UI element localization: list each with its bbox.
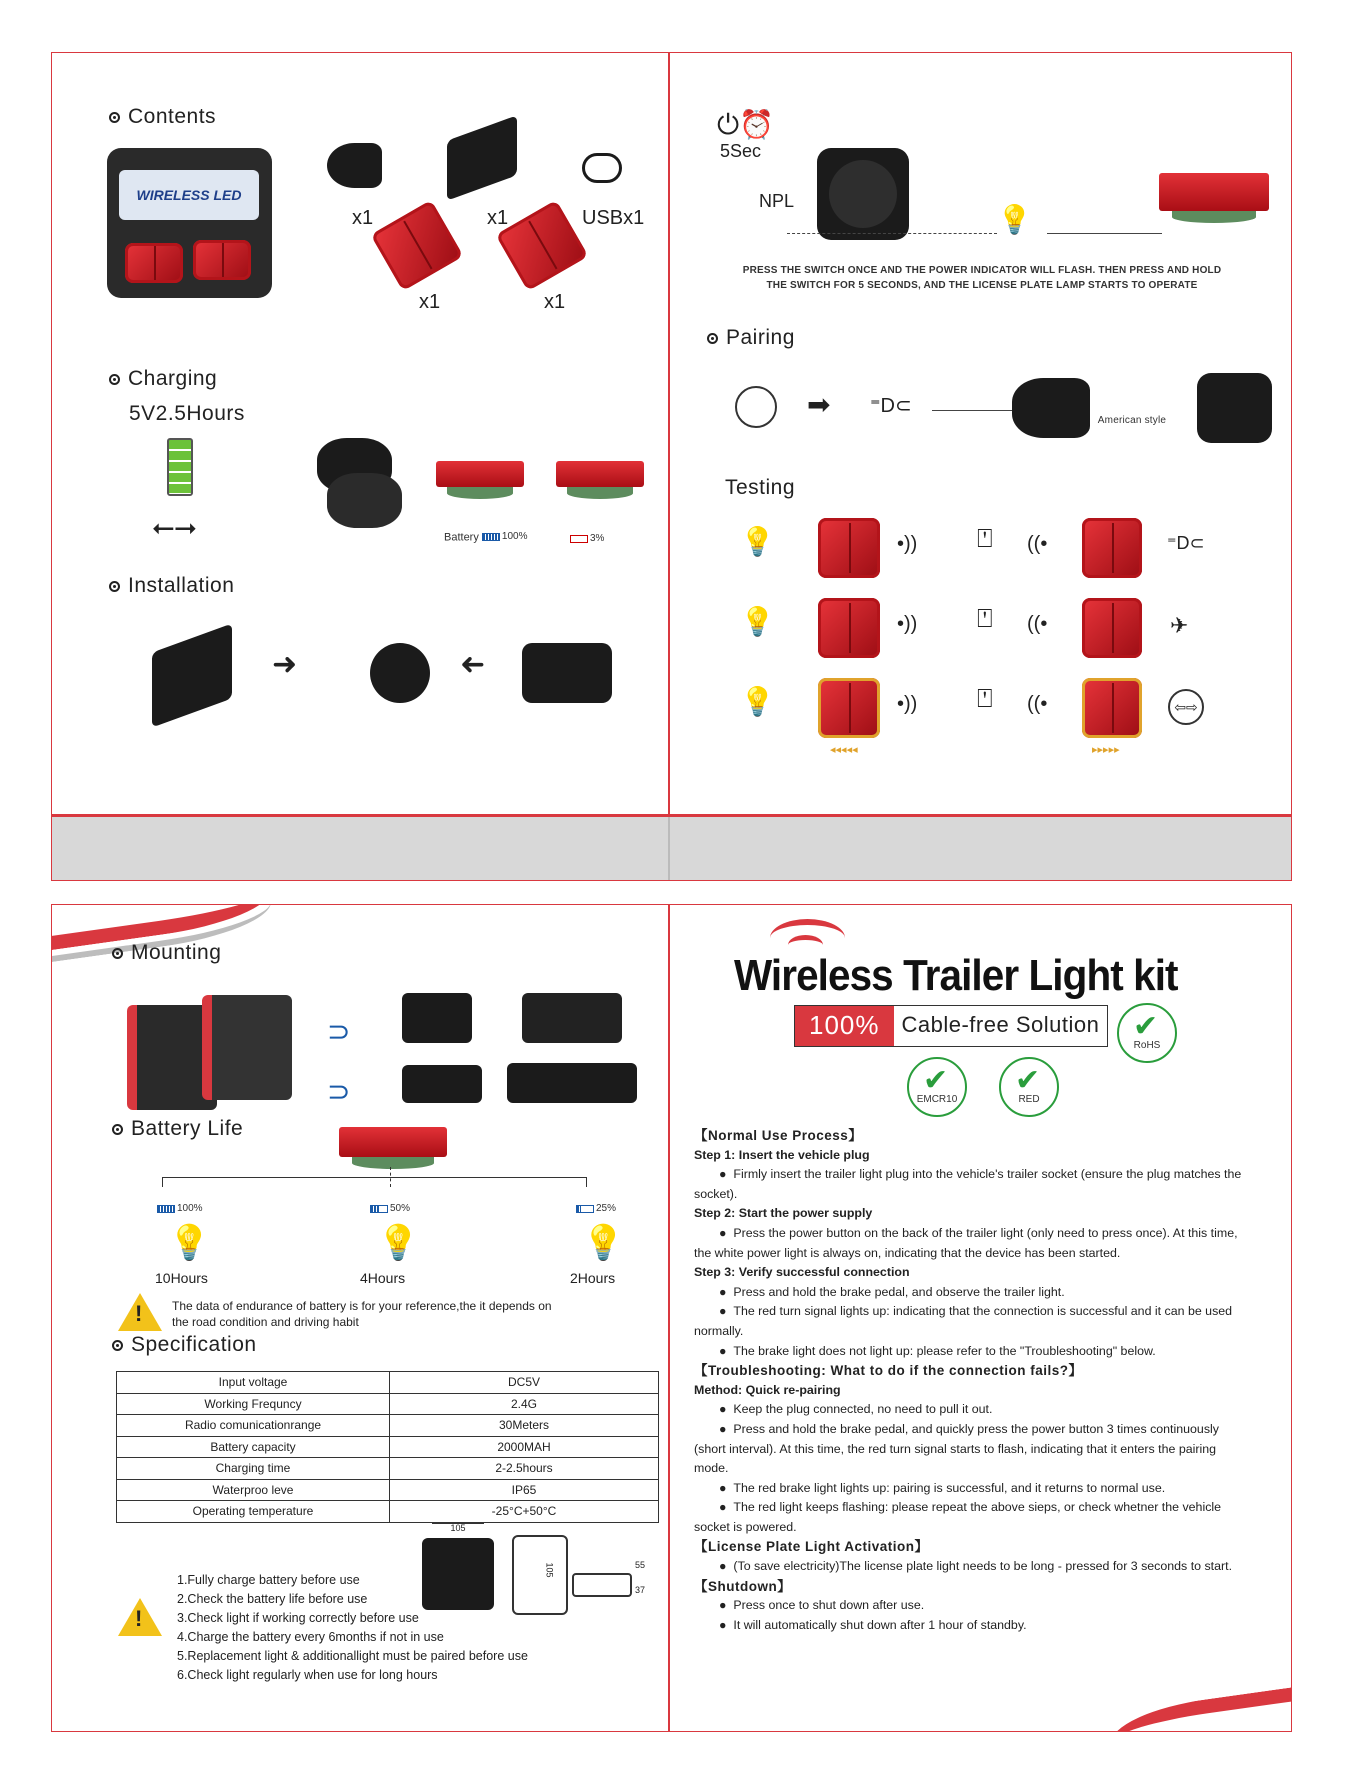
- test-light-1a: [818, 518, 880, 578]
- battery-tree-line: [162, 1177, 586, 1178]
- spec-key: Input voltage: [117, 1372, 390, 1394]
- battery-life-title-text: Battery Life: [131, 1117, 244, 1140]
- branch-left: [162, 1177, 163, 1187]
- brake-foot-icon: ✈: [1170, 613, 1189, 638]
- tractor-icon: [402, 993, 472, 1043]
- charging-bar-light-right: [556, 461, 644, 487]
- install-plug-image: [152, 623, 232, 727]
- carry-case-image: [107, 148, 272, 298]
- note-item: 5.Replacement light & additionallight must be paired before use: [177, 1649, 528, 1663]
- rohs-text: RoHS: [1133, 1040, 1161, 1051]
- case-light-left: [125, 243, 183, 283]
- charging-title: [109, 367, 217, 391]
- pairing-title-text: Pairing: [726, 326, 795, 349]
- mount-light-image-b: [202, 995, 292, 1100]
- spec-key: Operating temperature: [117, 1501, 390, 1523]
- dim-depth-text: 55: [635, 1560, 646, 1570]
- test-bulb-icon-3: 💡: [740, 686, 775, 717]
- tractor-icon: [522, 643, 612, 703]
- corner-swoosh-red-br: [1108, 1685, 1292, 1732]
- note-item: 3.Check light if working correctly before use: [177, 1611, 419, 1625]
- step2-text: ● Press the power button on the back of the trailer light (only need to press once). At this time, the white power light is always on, indicating that the device has been started.: [694, 1224, 1244, 1263]
- testing-title: Testing: [725, 476, 796, 499]
- installation-title: [109, 574, 234, 598]
- normal-use-heading: 【Normal Use Process】: [694, 1128, 863, 1143]
- test-light-3b: [1082, 678, 1142, 738]
- method-text-b: ● Press and hold the brake pedal, and quickly press the power button 3 times continuously (short interval). At this time, the red turn signal starts to flash, indicating that it enters the pairing mode.: [694, 1420, 1244, 1479]
- right-arrows-icon: ▸▸▸▸▸: [1092, 744, 1120, 756]
- shutdown-heading: 【Shutdown】: [694, 1578, 792, 1594]
- qty-usb: USBx1: [582, 207, 645, 229]
- brake-plug-icon-3: ⍞: [977, 683, 993, 713]
- test-bulb-icon-2: 💡: [740, 606, 775, 637]
- method-text-c: ● The red brake light lights up: pairing is successful, and it returns to normal use.: [694, 1479, 1244, 1499]
- pairing-arrow-icon: ➡: [807, 389, 831, 420]
- socket-image: [370, 643, 430, 703]
- step1-title: Step 1: Insert the vehicle plug: [694, 1147, 870, 1162]
- hours-25: 2Hours: [570, 1270, 616, 1286]
- red-text: RED: [1018, 1094, 1040, 1105]
- arrow-left-icon: ➜: [460, 648, 486, 681]
- spec-value: DC5V: [390, 1372, 659, 1394]
- battery-low-text: 3%: [590, 533, 605, 544]
- spec-row: [117, 1479, 659, 1501]
- spec-key: Radio comunicationrange: [117, 1415, 390, 1437]
- emcr10-text: EMCR10: [916, 1094, 958, 1105]
- power-dial-icon: [735, 386, 777, 428]
- spec-key: Working Frequncy: [117, 1393, 390, 1415]
- spec-value: -25°C+50°C: [390, 1501, 659, 1523]
- usb-icon: ⭠⭢: [152, 511, 197, 542]
- car-icon: [402, 1065, 482, 1103]
- usage-notes: [177, 1571, 528, 1685]
- npl-timer-text: 5Sec: [720, 141, 762, 161]
- spec-row: [117, 1458, 659, 1480]
- truck-icon: [507, 1063, 637, 1103]
- spec-value: 2-2.5hours: [390, 1458, 659, 1480]
- top-view-drawing: [572, 1573, 632, 1597]
- red-badge: ✔ RED: [999, 1057, 1059, 1117]
- magnet-icon-2: ⊃: [327, 1076, 351, 1107]
- pairing-plug-image: [1012, 378, 1090, 438]
- warning-mark-2: !: [135, 1606, 143, 1631]
- level-percent-50: 50%: [390, 1203, 411, 1214]
- npl-label: NPL: [759, 191, 795, 211]
- installation-title-text: Installation: [128, 574, 235, 597]
- test-light-2a: [818, 598, 880, 658]
- spec-row: [117, 1436, 659, 1458]
- bullet-icon: [109, 374, 120, 385]
- charging-light-image-b: [327, 473, 402, 528]
- footer-divider: [668, 817, 670, 880]
- note-item: 2.Check the battery life before use: [177, 1592, 368, 1606]
- signal-in-icon-3: ((•: [1027, 693, 1048, 715]
- qty-light-right: x1: [544, 291, 566, 313]
- headlight-icon-1: ⁼D⊂: [1167, 533, 1205, 553]
- spec-key: Battery capacity: [117, 1436, 390, 1458]
- battery-full-tag: [482, 531, 528, 542]
- specification-title: [112, 1333, 257, 1357]
- spec-row: [117, 1393, 659, 1415]
- case-brand-label: WIRELESS LED: [119, 170, 259, 220]
- contents-title-text: Contents: [128, 105, 217, 128]
- step1-text: ● Firmly insert the trailer light plug into the vehicle's trailer socket (ensure the plug matches the socket).: [694, 1165, 1244, 1204]
- bulb-icon: 💡: [997, 204, 1032, 235]
- step3-text-a: ● Press and hold the brake pedal, and observe the trailer light.: [694, 1283, 1244, 1303]
- excavator-icon: [522, 993, 622, 1043]
- switch-knob: [829, 160, 897, 228]
- step3-text-b: ● The red turn signal lights up: indicating that the connection is successful and it can be used normally.: [694, 1302, 1244, 1341]
- magnet-icon-1: ⊃: [327, 1016, 351, 1047]
- dim-width: [432, 1523, 484, 1533]
- npl-switch-image: [817, 148, 909, 240]
- case-light-right: [193, 240, 251, 280]
- brake-plug-icon-2: ⍞: [977, 603, 993, 633]
- signal-out-icon-2: •)): [897, 613, 918, 635]
- bullet-icon: [112, 1340, 123, 1351]
- license-text: ● (To save electricity)The license plate light needs to be long - pressed for 3 seconds to start.: [694, 1557, 1244, 1577]
- level-tag-25: [576, 1203, 616, 1214]
- charging-bar-light-left: [436, 461, 524, 487]
- emcr10-badge: ✔ EMCR10: [907, 1057, 967, 1117]
- pairing-title: [707, 326, 795, 350]
- npl-caption-line1: PRESS THE SWITCH ONCE AND THE POWER INDICATOR WILL FLASH. THEN PRESS AND HOLD: [742, 265, 1222, 276]
- pairing-line: [932, 410, 1012, 411]
- slogan-text: Cable-free Solution: [901, 1012, 1100, 1037]
- method-title: Method: Quick re-pairing: [694, 1382, 841, 1397]
- battery-life-light: [339, 1127, 447, 1157]
- gray-footer: [52, 814, 1291, 880]
- bulb-icon-25: 💡: [582, 1224, 625, 1262]
- battery-full-text: 100%: [501, 531, 528, 542]
- note-item: 4.Charge the battery every 6months if not in use: [177, 1630, 444, 1644]
- battery-low-tag: [570, 533, 604, 544]
- headlight-flash-icon: ⁼D⊂: [870, 395, 912, 417]
- level-tag-100: [157, 1203, 203, 1214]
- slogan-badge: [794, 1005, 1108, 1047]
- bullet-icon: [109, 112, 120, 123]
- signal-in-icon-2: ((•: [1027, 613, 1048, 635]
- signal-out-icon-3: •)): [897, 693, 918, 715]
- test-light-2b: [1082, 598, 1142, 658]
- bulb-icon-50: 💡: [377, 1224, 420, 1262]
- spec-key: Waterproo leve: [117, 1479, 390, 1501]
- warning-mark: !: [135, 1301, 143, 1326]
- branch-right: [586, 1177, 587, 1187]
- power-timer-icons: ⏻⏰: [717, 109, 775, 140]
- panel-divider: [668, 53, 670, 814]
- spec-value: 2.4G: [390, 1393, 659, 1415]
- mounting-title: [112, 941, 221, 965]
- npl-connector-line: [787, 233, 997, 234]
- npl-bar-light: [1159, 173, 1269, 211]
- step3-text-c: ● The brake light does not light up: please refer to the "Troubleshooting" below.: [694, 1342, 1244, 1362]
- level-percent-25: 25%: [596, 1203, 617, 1214]
- signal-out-icon-1: •)): [897, 533, 918, 555]
- brake-plug-icon-1: ⍞: [977, 523, 993, 553]
- shutdown-text-a: ● Press once to shut down after use.: [694, 1596, 1244, 1616]
- top-panel: [51, 52, 1292, 881]
- npl-caption-line2: THE SWITCH FOR 5 SECONDS, AND THE LICENSE PLATE LAMP STARTS TO OPERATE: [766, 280, 1198, 291]
- left-arrows-icon: ◂◂◂◂◂: [830, 744, 858, 756]
- usb-cable-image: [582, 153, 622, 183]
- spec-table: [116, 1371, 659, 1523]
- bullet-icon: [112, 948, 123, 959]
- battery-note-line1: The data of endurance of battery is for your reference,the it depends on: [172, 1299, 552, 1313]
- test-light-1b: [1082, 518, 1142, 578]
- mounting-title-text: Mounting: [131, 941, 222, 964]
- bullet-icon: [109, 581, 120, 592]
- test-light-3a: [818, 678, 880, 738]
- battery-full-icon: [167, 438, 193, 496]
- turn-signal-icon: ⇦⇨: [1168, 689, 1204, 725]
- level-tag-50: [370, 1203, 410, 1214]
- hours-100: 10Hours: [155, 1270, 208, 1286]
- note-item: 6.Check light regularly when use for long hours: [177, 1668, 438, 1682]
- tail-light-right-image: [495, 200, 588, 291]
- spec-row: [117, 1415, 659, 1437]
- bullet-icon: [112, 1124, 123, 1135]
- arrow-right-icon: ➜: [272, 648, 298, 681]
- specification-title-text: Specification: [131, 1333, 257, 1356]
- level-percent-100: 100%: [177, 1203, 203, 1214]
- slogan-percent: 100%: [795, 1006, 894, 1046]
- panel-divider: [668, 905, 670, 1731]
- qty-adapter: x1: [487, 207, 509, 229]
- spec-value: IP65: [390, 1479, 659, 1501]
- battery-note-line2: the road condition and driving habit: [172, 1315, 359, 1329]
- spec-row: [117, 1501, 659, 1523]
- bottom-panel: [51, 904, 1292, 1732]
- rohs-badge: ✔ RoHS: [1117, 1003, 1177, 1063]
- charging-duration: 5V2.5Hours: [129, 402, 245, 425]
- battery-life-title: [112, 1117, 243, 1141]
- spec-row: [117, 1372, 659, 1394]
- npl-connector-line-2: [1047, 233, 1162, 234]
- step2-title: Step 2: Start the power supply: [694, 1206, 873, 1221]
- cover-title: Wireless Trailer Light kit: [733, 951, 1178, 1000]
- american-style-label: American style: [1097, 415, 1167, 426]
- qty-charger: x1: [352, 207, 374, 229]
- shutdown-text-b: ● It will automatically shut down after 1 hour of standby.: [694, 1616, 1244, 1636]
- dim-width-text: 105: [450, 1523, 466, 1533]
- qty-light-left: x1: [419, 291, 441, 313]
- battery-note: [172, 1298, 552, 1330]
- spec-key: Charging time: [117, 1458, 390, 1480]
- manual-text: [694, 1126, 1244, 1635]
- hours-50: 4Hours: [360, 1270, 406, 1286]
- battery-label: Battery: [444, 531, 479, 544]
- contents-title: [109, 105, 216, 129]
- license-heading: 【License Plate Light Activation】: [694, 1539, 929, 1555]
- american-socket-image: [1197, 373, 1272, 443]
- method-text-d: ● The red light keeps flashing: please repeat the above sieps, or check whetner the vehicle socket is powered.: [694, 1498, 1244, 1537]
- tail-light-left-image: [370, 200, 463, 291]
- bulb-icon-100: 💡: [168, 1224, 211, 1262]
- note-item: 1.Fully charge battery before use: [177, 1573, 360, 1587]
- charging-title-text: Charging: [128, 367, 218, 390]
- step3-title: Step 3: Verify successful connection: [694, 1265, 910, 1280]
- method-text-a: ● Keep the plug connected, no need to pull it out.: [694, 1400, 1244, 1420]
- spec-value: 30Meters: [390, 1415, 659, 1437]
- bullet-icon: [707, 333, 718, 344]
- spec-value: 2000MAH: [390, 1436, 659, 1458]
- test-bulb-icon-1: 💡: [740, 526, 775, 557]
- battery-status-row: [444, 531, 528, 544]
- car-charger-image: [327, 143, 382, 188]
- branch-center: [390, 1167, 391, 1187]
- dim-base-text: 37: [635, 1585, 646, 1595]
- signal-in-icon-1: ((•: [1027, 533, 1048, 555]
- dim-height-text: 105: [544, 1562, 555, 1578]
- troubleshooting-heading: 【Troubleshooting: What to do if the connection fails?】: [694, 1363, 1083, 1379]
- plug-adapter-image: [447, 115, 517, 200]
